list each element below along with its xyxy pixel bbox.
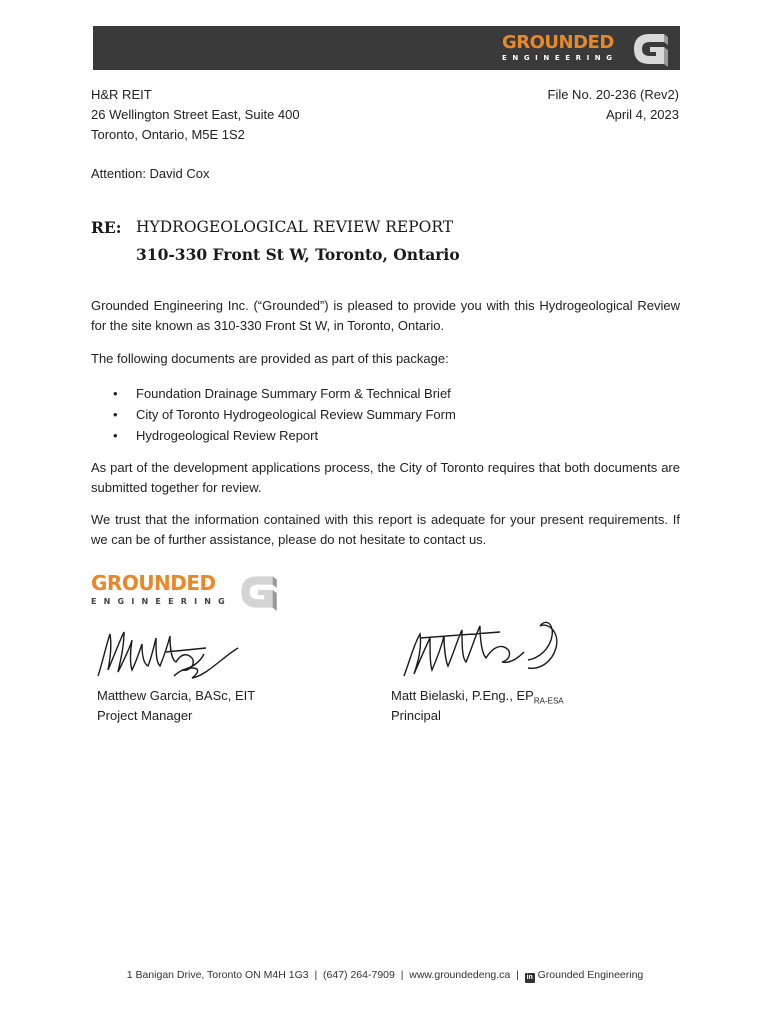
footer-linkedin-link[interactable]: Grounded Engineering (537, 969, 644, 981)
footer-website-link[interactable]: www.groundedeng.ca (409, 969, 511, 981)
recipient-company: H&R REIT (91, 87, 152, 102)
subject-title: HYDROGEOLOGICAL REVIEW REPORT (136, 218, 454, 236)
attention-line: Attention: David Cox (91, 166, 210, 181)
file-number: File No. 20-236 (Rev2) (547, 87, 679, 102)
closing-paragraph: We trust that the information contained with this report is adequate for your present requirements. If we can be of further assistance, please do not hesitate to contact us. (91, 512, 680, 547)
list-item: • Hydrogeological Review Report (113, 428, 319, 443)
footer-address: 1 Banigan Drive, Toronto ON M4H 1G3 (126, 969, 309, 981)
signature-bielaski (400, 614, 570, 680)
footer-phone: (647) 264-7909 (323, 969, 395, 981)
letter-date: April 4, 2023 (606, 107, 679, 122)
footer-separator: | (314, 969, 318, 981)
logo-subtitle: ENGINEERING (91, 597, 232, 606)
signatory-1-name: Matthew Garcia, BASc, EIT (97, 688, 256, 703)
documents-intro: The following documents are provided as part of this package: (91, 351, 449, 366)
recipient-city: Toronto, Ontario, M5E 1S2 (91, 127, 245, 142)
documents-list (110, 383, 456, 446)
logo-wordmark: GROUNDED (502, 32, 614, 53)
logo-g-icon (235, 573, 281, 611)
list-item: • Foundation Drainage Summary Form & Technical Brief (113, 386, 451, 401)
signatory-2-designation: RA-ESA (533, 696, 564, 706)
header-logo (502, 34, 618, 62)
subject-label: RE: (91, 218, 122, 237)
logo-wordmark: GROUNDED (91, 571, 216, 595)
intro-paragraph: Grounded Engineering Inc. (“Grounded”) is pleased to provide you with this Hydrogeological Review for the site known as 310-330 Front St W, in Toronto, Ontario. (91, 298, 680, 333)
logo-subtitle: ENGINEERING (502, 54, 618, 62)
linkedin-icon[interactable]: in (526, 974, 533, 981)
signatory-1-title: Project Manager (97, 708, 193, 723)
footer (0, 969, 770, 983)
signature-garcia (96, 626, 241, 684)
body-logo (91, 573, 232, 606)
signatory-2-title: Principal (391, 708, 441, 723)
process-paragraph: As part of the development applications process, the City of Toronto requires that both documents are submitted together for review. (91, 460, 680, 495)
recipient-street: 26 Wellington Street East, Suite 400 (91, 107, 300, 122)
list-item: • City of Toronto Hydrogeological Review Summary Form (113, 407, 456, 422)
footer-separator: | (400, 969, 404, 981)
footer-separator: | (516, 969, 519, 981)
logo-g-icon (628, 31, 672, 67)
subject-address: 310-330 Front St W, Toronto, Ontario (136, 245, 460, 264)
signatory-2-name: Matt Bielaski, P.Eng., $EP_{RA-ESA}$ (391, 688, 564, 706)
